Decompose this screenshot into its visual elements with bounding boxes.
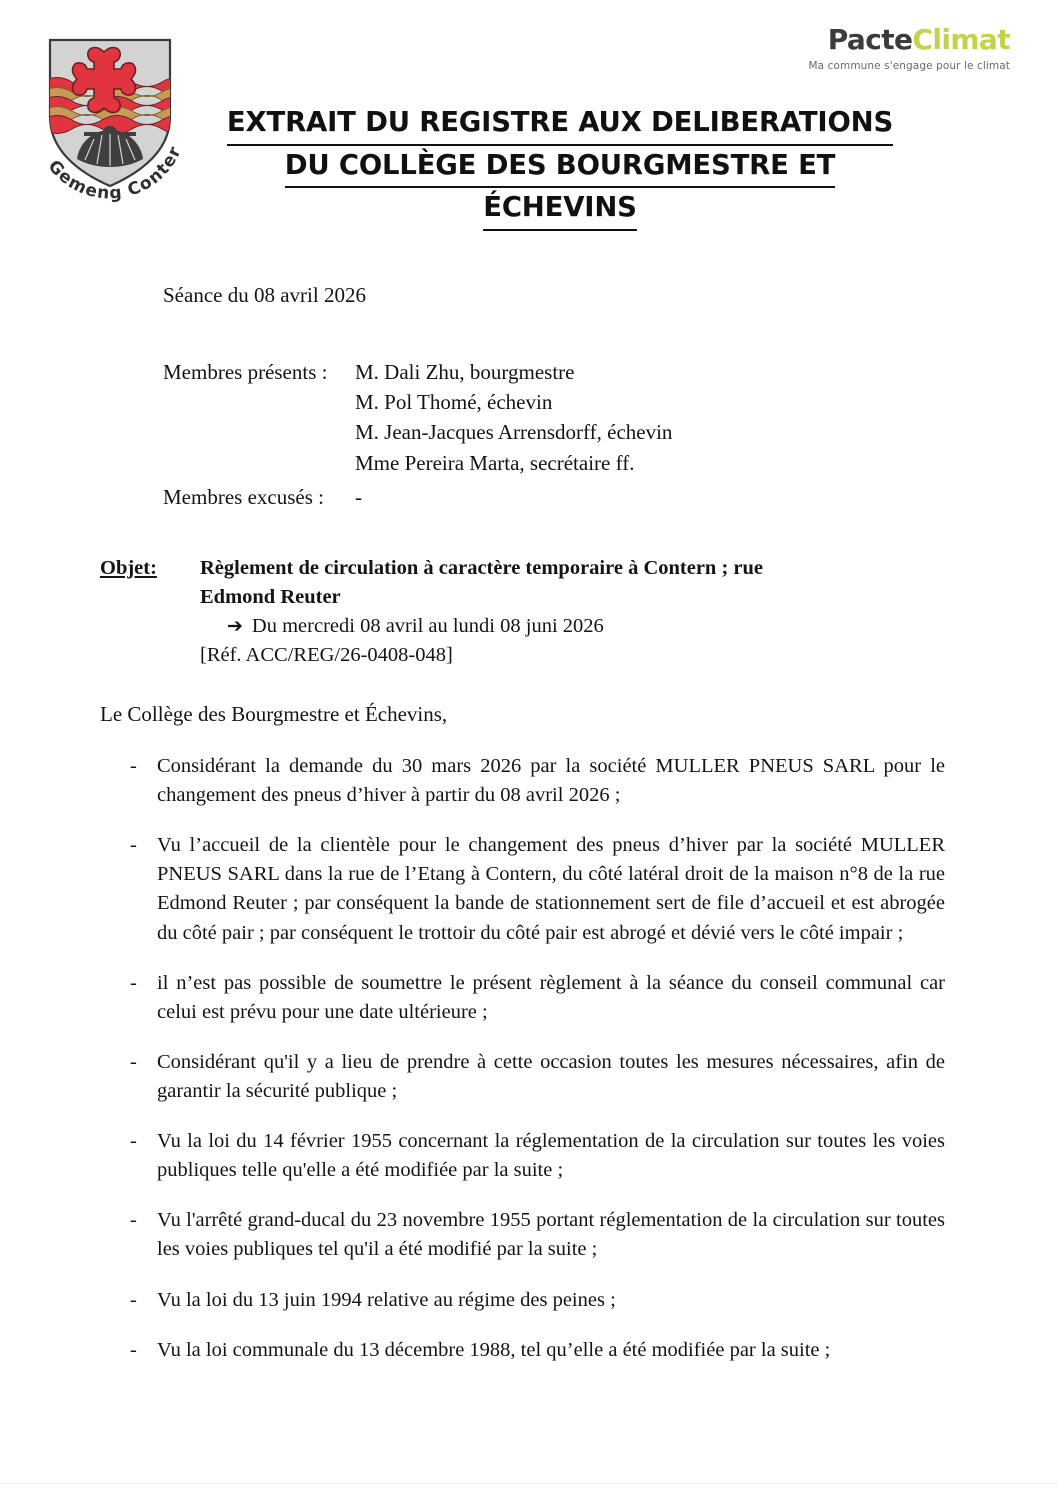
- pacte-climat-logo: [808, 23, 1010, 72]
- crest-motto: Gemeng Conter: [43, 143, 186, 202]
- bullet-marker: -: [130, 1050, 137, 1073]
- list-item: [100, 1206, 945, 1264]
- bullet-text: Vu l’accueil de la clientèle pour le changement des pneus d’hiver par la société MULLER PNEUS SARL dans la rue de l’Etang à Contern, du côté latéral droit de la maison n°8 de la rue Edmond Reuter ; par conséquent la bande de stationnement sert de file d’accueil et est abrogée du côté pair ; par conséquent le trottoir du côté pair est abrogé et dévié vers le côté impair ;: [157, 834, 945, 944]
- logo-word-pacte: Pacte: [827, 23, 913, 56]
- page-title-line-2-text: DU COLLÈGE DES BOURGMESTRE ET: [285, 146, 835, 189]
- scan-edge-artifact: [0, 1483, 1058, 1484]
- list-item: M. Pol Thomé, échevin: [355, 390, 553, 415]
- logo-word-climat: Climat: [912, 23, 1010, 56]
- arrow-right-icon: ➔: [227, 615, 243, 638]
- bullet-text: Vu la loi communale du 13 décembre 1988, tel qu’elle a été modifiée par la suite ;: [157, 1338, 831, 1361]
- objet-period-line: [200, 612, 960, 641]
- page-title-line-3-text: ÉCHEVINS: [483, 188, 637, 231]
- list-item: M. Dali Zhu, bourgmestre: [355, 360, 575, 384]
- bullet-text: Considérant la demande du 30 mars 2026 par la société MULLER PNEUS SARL pour le changement des pneus d’hiver à partir du 08 avril 2026 ;: [157, 755, 945, 807]
- page-title-line-2: [180, 146, 940, 189]
- objet-block: [100, 554, 960, 670]
- bullet-text: il n’est pas possible de soumettre le présent règlement à la séance du conseil communal car celui est prévu pour une date ultérieure ;: [157, 971, 945, 1023]
- members-present-list: [355, 357, 672, 478]
- preamble-line: Le Collège des Bourgmestre et Échevins,: [100, 702, 448, 726]
- page-title: [180, 103, 940, 231]
- members-excused-label: Membres excusés :: [163, 485, 324, 509]
- page-title-line-1: [180, 103, 940, 146]
- list-item: [100, 969, 945, 1027]
- list-item: [100, 831, 945, 947]
- list-item: [100, 1286, 945, 1315]
- list-item: [100, 1127, 945, 1185]
- objet-subject: Règlement de circulation à caractère temporaire à Contern ; rue Edmond Reuter: [200, 557, 763, 609]
- list-item: M. Jean-Jacques Arrensdorff, échevin: [355, 420, 673, 445]
- members-present-block: [163, 357, 672, 478]
- bullet-text: Vu l'arrêté grand-ducal du 23 novembre 1955 portant réglementation de la circulation sur toutes les voies publiques tel qu'il a été modifié par la suite ;: [157, 1209, 945, 1261]
- members-present-label: Membres présents :: [163, 360, 328, 384]
- bullet-marker: -: [130, 971, 137, 994]
- list-item: Mme Pereira Marta, secrétaire ff.: [355, 450, 635, 475]
- page-title-line-1-text: EXTRAIT DU REGISTRE AUX DELIBERATIONS: [227, 103, 893, 146]
- session-date: Séance du 08 avril 2026: [163, 283, 366, 307]
- bullet-marker: -: [130, 1130, 137, 1153]
- bullet-text: Vu la loi du 13 juin 1994 relative au régime des peines ;: [157, 1288, 616, 1311]
- bullet-marker: -: [130, 1288, 137, 1311]
- bullet-marker: -: [130, 1338, 137, 1361]
- members-excused-value: -: [355, 485, 362, 509]
- bullet-text: Vu la loi du 14 février 1955 concernant la réglementation de la circulation sur toutes les voies publiques telle qu'elle a été modifiée par la suite ;: [157, 1130, 945, 1182]
- members-present-row: [163, 357, 672, 478]
- objet-body: [200, 554, 960, 670]
- objet-period-text: Du mercredi 08 avril au lundi 08 juni 2026: [251, 615, 604, 638]
- members-excused-block: [163, 482, 362, 512]
- bullet-text: Considérant qu'il y a lieu de prendre à cette occasion toutes les mesures nécessaires, afin de garantir la sécurité publique ;: [157, 1050, 945, 1102]
- bullet-marker: -: [130, 755, 137, 777]
- objet-label: Objet:: [100, 557, 157, 579]
- page-title-line-3: [180, 188, 940, 231]
- bullet-marker: -: [130, 834, 137, 857]
- list-item: [100, 1336, 945, 1365]
- pacte-climat-wordmark: [808, 23, 1010, 56]
- logo-tagline: Ma commune s'engage pour le climat: [808, 60, 1010, 72]
- scallop-shell-icon: [77, 126, 143, 167]
- considerations-list: [100, 752, 945, 1386]
- coat-of-arms: [22, 22, 202, 202]
- list-item: [100, 1048, 945, 1106]
- objet-reference: [Réf. ACC/REG/26-0408-048]: [200, 644, 453, 667]
- list-item: [100, 752, 945, 810]
- bullet-marker: -: [130, 1209, 137, 1232]
